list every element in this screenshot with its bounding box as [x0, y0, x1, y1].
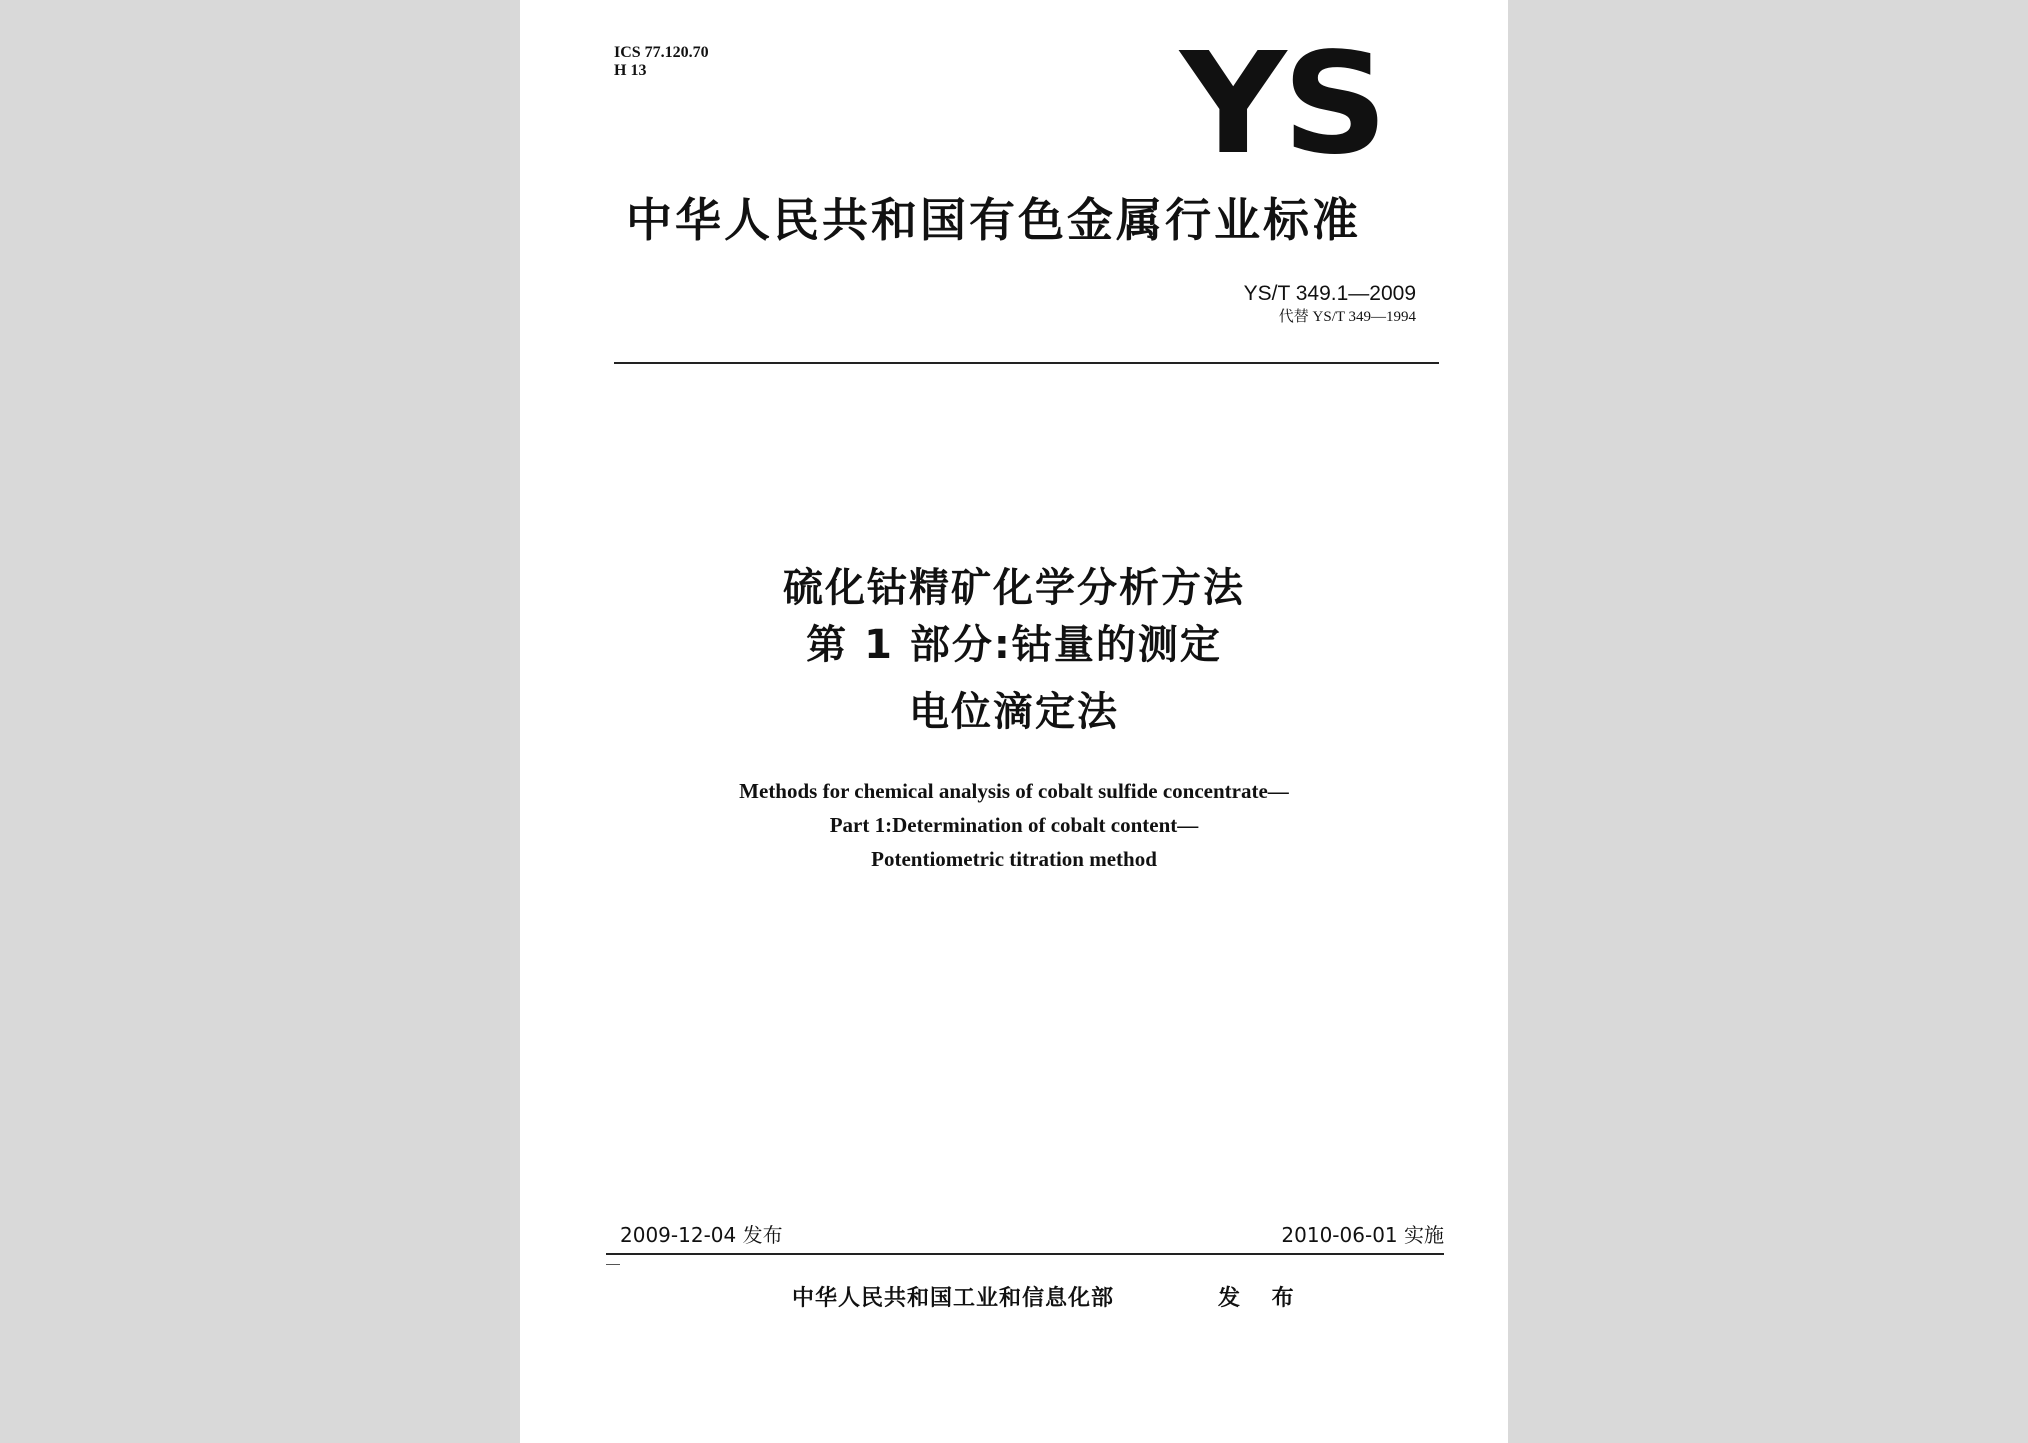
header-divider: [614, 362, 1439, 364]
replaced-standard: 代替 YS/T 349—1994: [1278, 309, 1416, 325]
ys-logo: YS: [1180, 23, 1384, 186]
footer-tick-mark: [606, 1264, 620, 1265]
issuing-authority: 中华人民共和国工业和信息化部: [792, 1286, 1115, 1311]
issue-label: 发 布: [1218, 1286, 1306, 1311]
issue-date: 2009-12-04 发布: [620, 1223, 783, 1247]
ics-code: ICS 77.120.70: [614, 44, 709, 61]
standard-number: YS/T 349.1—2009: [1243, 282, 1416, 305]
footer-divider: [606, 1253, 1444, 1255]
ccs-code: H 13: [614, 62, 647, 79]
english-title-line-3: Potentiometric titration method: [871, 847, 1157, 871]
english-title-line-2: Part 1:Determination of cobalt content—: [829, 813, 1199, 837]
english-title-line-1: Methods for chemical analysis of cobalt sulfide concentrate—: [739, 779, 1289, 803]
effective-date: 2010-06-01 实施: [1281, 1223, 1444, 1247]
chinese-title-line-1: 硫化钴精矿化学分析方法: [783, 565, 1245, 611]
standard-category-title: 中华人民共和国有色金属行业标准: [626, 193, 1361, 247]
chinese-title-line-3: 电位滴定法: [909, 689, 1119, 735]
chinese-title-line-2: 第 1 部分:钴量的测定: [806, 622, 1222, 668]
document-page: [520, 0, 1508, 1443]
